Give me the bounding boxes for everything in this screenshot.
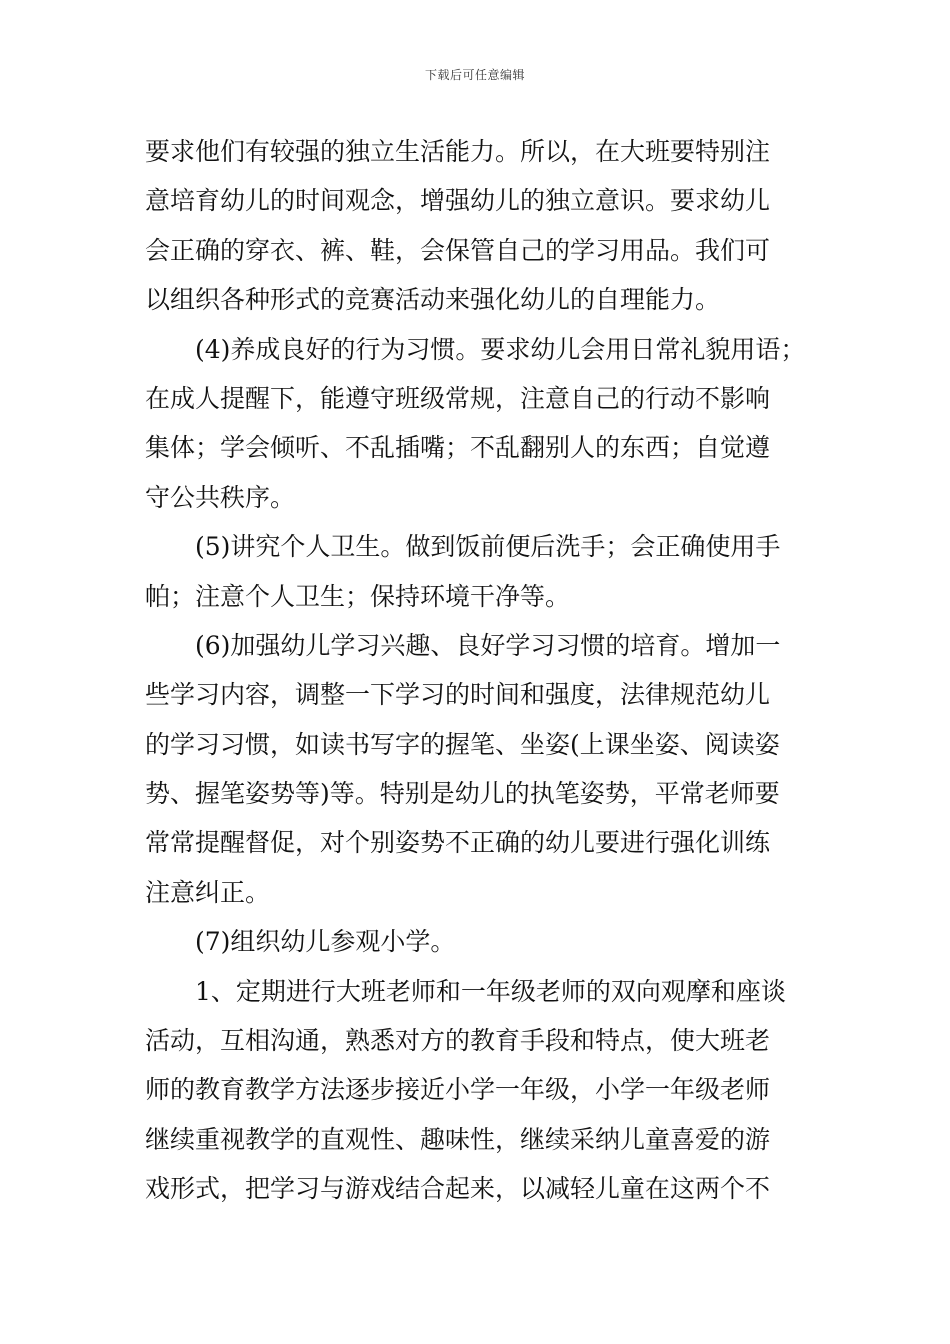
paragraph-line: 在成人提醒下，能遵守班级常规，注意自己的行动不影响 [145, 383, 771, 413]
paragraph-line: 要求他们有较强的独立生活能力。所以，在大班要特别注 [145, 137, 771, 166]
paragraph-first-line: (7)组织幼儿参观小学。 [195, 927, 456, 957]
paragraph-line: 集体；学会倾听、不乱插嘴；不乱翻别人的东西；自觉遵 [145, 433, 771, 463]
document-body [145, 127, 810, 1214]
page-header: 下载后可任意编辑 [424, 68, 525, 82]
paragraph-line: 常常提醒督促，对个别姿势不正确的幼儿要进行强化训练 [145, 828, 771, 858]
paragraph-line: 守公共秩序。 [145, 482, 296, 512]
paragraph-first-line: (4)养成良好的行为习惯。要求幼儿会用日常礼貌用语； [195, 334, 806, 364]
paragraph-line: 势、握笔姿势等)等。特别是幼儿的执笔姿势，平常老师要 [145, 779, 780, 809]
paragraph-line: 戏形式，把学习与游戏结合起来，以减轻儿童在这两个不 [145, 1174, 771, 1204]
paragraph-line: 活动，互相沟通，熟悉对方的教育手段和特点，使大班老 [145, 1026, 771, 1056]
paragraph-line: 师的教育教学方法逐步接近小学一年级，小学一年级老师 [145, 1075, 771, 1105]
paragraph-line: 帕；注意个人卫生；保持环境干净等。 [145, 581, 571, 611]
paragraph-line: 些学习内容，调整一下学习的时间和强度，法律规范幼儿 [145, 680, 771, 710]
paragraph-line: 以组织各种形式的竞赛活动来强化幼儿的自理能力。 [145, 285, 721, 315]
paragraph-first-line: (6)加强幼儿学习兴趣、良好学习习惯的培育。增加一 [195, 630, 781, 660]
paragraph-first-line: 1、定期进行大班老师和一年级老师的双向观摩和座谈 [195, 976, 786, 1006]
paragraph-line: 意培育幼儿的时间观念，增强幼儿的独立意识。要求幼儿 [145, 186, 771, 216]
paragraph-line: 注意纠正。 [145, 877, 271, 907]
paragraph-line: 的学习习惯，如读书写字的握笔、坐姿(上课坐姿、阅读姿 [145, 729, 780, 759]
paragraph-first-line: (5)讲究个人卫生。做到饭前便后洗手；会正确使用手 [195, 532, 781, 562]
paragraph-line: 会正确的穿衣、裤、鞋，会保管自己的学习用品。我们可 [145, 235, 771, 265]
paragraph-line: 继续重视教学的直观性、趣味性，继续采纳儿童喜爱的游 [145, 1124, 771, 1154]
